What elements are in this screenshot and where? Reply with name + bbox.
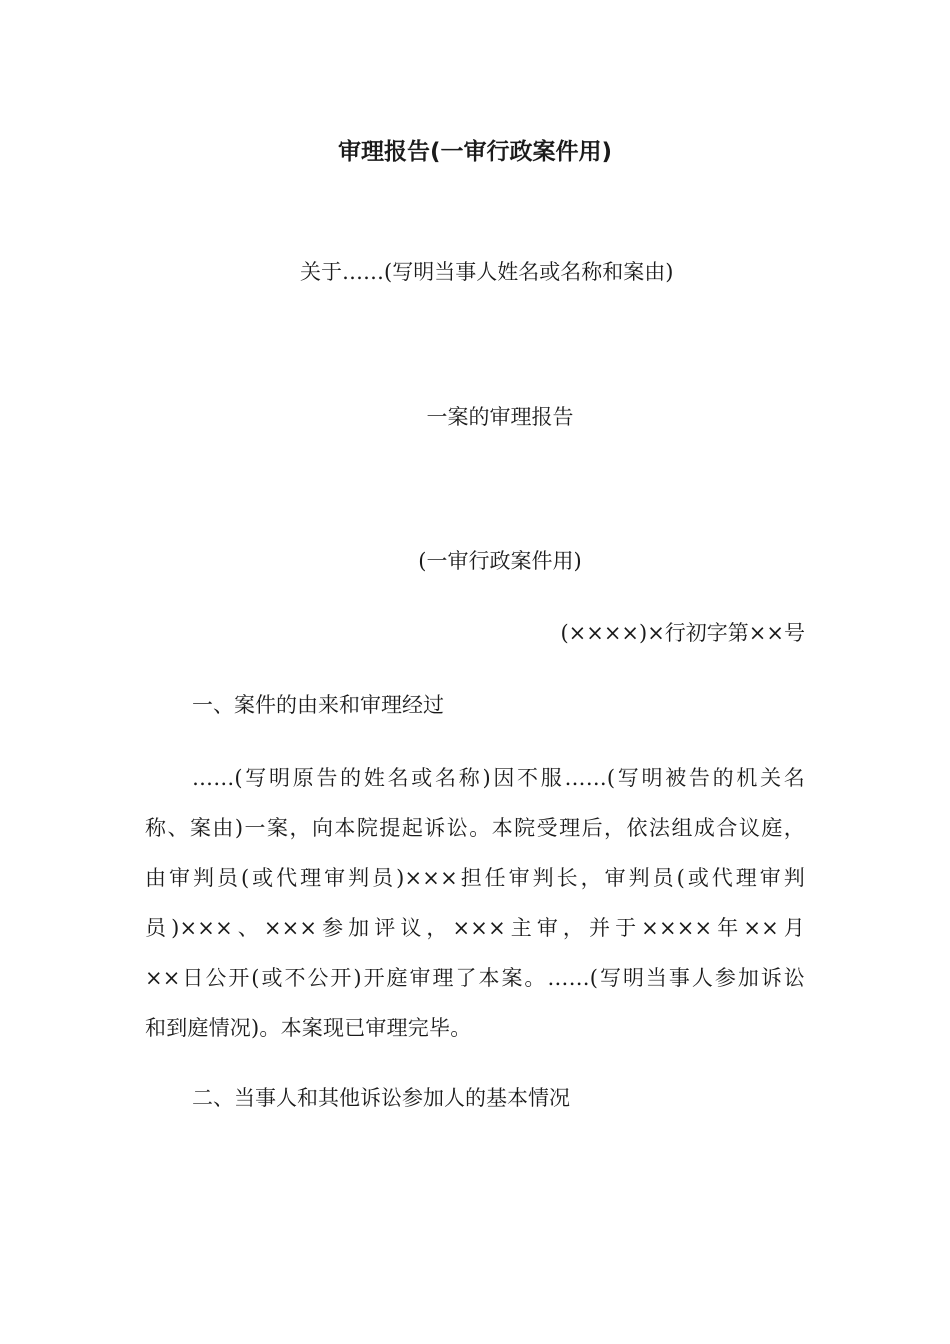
subtitle-line-1: 关于……(写明当事人姓名或名称和案由) xyxy=(300,260,674,284)
subtitle-line-3: (一审行政案件用) xyxy=(418,549,582,573)
subtitle-line-2: 一案的审理报告 xyxy=(426,405,574,429)
paragraph-line: 和到庭情况)。本案现已审理完毕。 xyxy=(145,1016,472,1040)
case-number: (××××)×行初字第××号 xyxy=(560,621,805,645)
paragraph-line: ××日公开(或不公开)开庭审理了本案。……(写明当事人参加诉讼 xyxy=(145,966,805,990)
paragraph-line: ……(写明原告的姓名或名称)因不服……(写明被告的机关名 xyxy=(192,766,805,790)
section-1-paragraph xyxy=(145,764,805,1064)
paragraph-line: 称、案由)一案，向本院提起诉讼。本院受理后，依法组成合议庭， xyxy=(145,816,805,840)
section-1-heading: 一、案件的由来和审理经过 xyxy=(192,693,444,717)
paragraph-line: 由审判员(或代理审判员)×××担任审判长，审判员(或代理审判 xyxy=(145,866,805,890)
document-title: 审理报告(一审行政案件用) xyxy=(337,139,613,165)
section-2-heading: 二、当事人和其他诉讼参加人的基本情况 xyxy=(192,1086,570,1110)
paragraph-line: 员)×××、×××参加评议，×××主审，并于××××年××月 xyxy=(145,916,805,940)
